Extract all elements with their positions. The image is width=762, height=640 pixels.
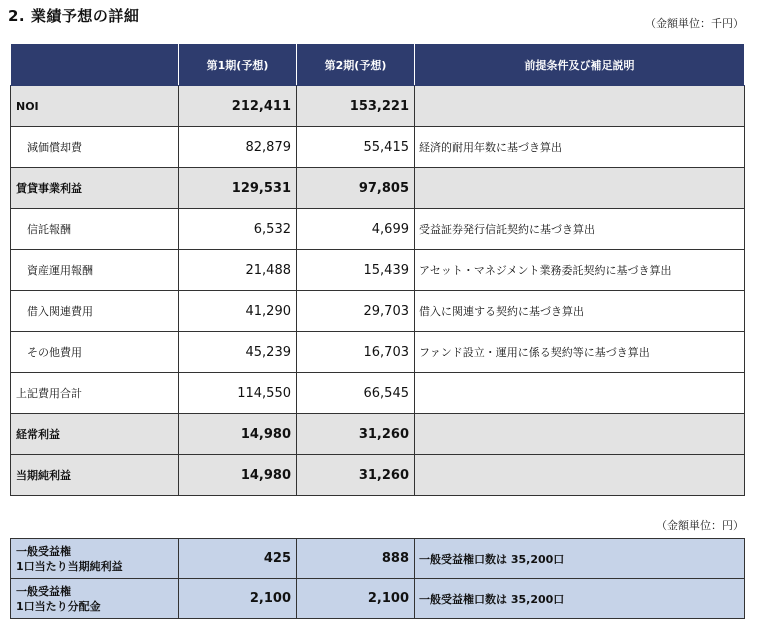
row-label: 賃貸事業利益 — [11, 168, 179, 209]
row-note — [415, 373, 745, 414]
row-note: アセット・マネジメント業務委託契約に基づき算出 — [415, 250, 745, 291]
table-row-rental-profit — [11, 168, 745, 209]
header-period2: 第2期(予想) — [297, 44, 415, 86]
value-period2: 15,439 — [297, 250, 415, 291]
row-label-line2: 1口当たり分配金 — [16, 599, 101, 613]
value-period2: 31,260 — [297, 414, 415, 455]
value-period1: 114,550 — [179, 373, 297, 414]
row-label — [11, 539, 179, 579]
table-row-depreciation — [11, 127, 745, 168]
table-header-row — [11, 44, 745, 86]
value-period1: 45,239 — [179, 332, 297, 373]
row-label: 資産運用報酬 — [11, 250, 179, 291]
row-label-line1: 一般受益権 — [16, 544, 71, 558]
row-note: 経済的耐用年数に基づき算出 — [415, 127, 745, 168]
unit-label-thousand-yen: （金額単位：千円） — [645, 17, 744, 30]
per-unit-table — [10, 538, 745, 619]
unit-label-yen: （金額単位：円） — [656, 519, 744, 532]
table-row-noi — [11, 86, 745, 127]
row-note: 一般受益権口数は 35,200口 — [415, 539, 745, 579]
value-period2: 29,703 — [297, 291, 415, 332]
row-label: その他費用 — [11, 332, 179, 373]
value-period1: 21,488 — [179, 250, 297, 291]
row-note — [415, 455, 745, 496]
value-period2: 153,221 — [297, 86, 415, 127]
value-period1: 212,411 — [179, 86, 297, 127]
table-row-net-income — [11, 455, 745, 496]
value-period1: 14,980 — [179, 414, 297, 455]
table-row-borrowing-costs — [11, 291, 745, 332]
value-period2: 97,805 — [297, 168, 415, 209]
header-blank — [11, 44, 179, 86]
row-label-line2: 1口当たり当期純利益 — [16, 559, 123, 573]
row-label: NOI — [11, 86, 179, 127]
header-period1: 第1期(予想) — [179, 44, 297, 86]
row-label: 当期純利益 — [11, 455, 179, 496]
row-note — [415, 86, 745, 127]
value-period1: 6,532 — [179, 209, 297, 250]
value-period2: 4,699 — [297, 209, 415, 250]
value-period1: 425 — [179, 539, 297, 579]
table-row-distribution-per-unit — [11, 579, 745, 619]
row-note — [415, 414, 745, 455]
header-notes: 前提条件及び補足説明 — [415, 44, 745, 86]
table-row-ordinary-income — [11, 414, 745, 455]
value-period1: 41,290 — [179, 291, 297, 332]
row-label: 借入関連費用 — [11, 291, 179, 332]
value-period2: 55,415 — [297, 127, 415, 168]
row-label: 上記費用合計 — [11, 373, 179, 414]
value-period2: 66,545 — [297, 373, 415, 414]
table-row-other-expenses — [11, 332, 745, 373]
row-note: 一般受益権口数は 35,200口 — [415, 579, 745, 619]
value-period2: 31,260 — [297, 455, 415, 496]
value-period2: 888 — [297, 539, 415, 579]
row-note — [415, 168, 745, 209]
value-period1: 2,100 — [179, 579, 297, 619]
value-period1: 14,980 — [179, 455, 297, 496]
value-period2: 16,703 — [297, 332, 415, 373]
row-label-line1: 一般受益権 — [16, 584, 71, 598]
value-period1: 82,879 — [179, 127, 297, 168]
table-row-expense-total — [11, 373, 745, 414]
row-label — [11, 579, 179, 619]
forecast-table — [10, 43, 745, 496]
table-row-asset-management-fee — [11, 250, 745, 291]
row-label: 信託報酬 — [11, 209, 179, 250]
value-period2: 2,100 — [297, 579, 415, 619]
row-label: 経常利益 — [11, 414, 179, 455]
row-note: 借入に関連する契約に基づき算出 — [415, 291, 745, 332]
table-row-trust-fee — [11, 209, 745, 250]
row-label: 減価償却費 — [11, 127, 179, 168]
value-period1: 129,531 — [179, 168, 297, 209]
row-note: 受益証券発行信託契約に基づき算出 — [415, 209, 745, 250]
table-row-net-income-per-unit — [11, 539, 745, 579]
row-note: ファンド設立・運用に係る契約等に基づき算出 — [415, 332, 745, 373]
page-title: 2. 業績予想の詳細 — [8, 7, 140, 25]
